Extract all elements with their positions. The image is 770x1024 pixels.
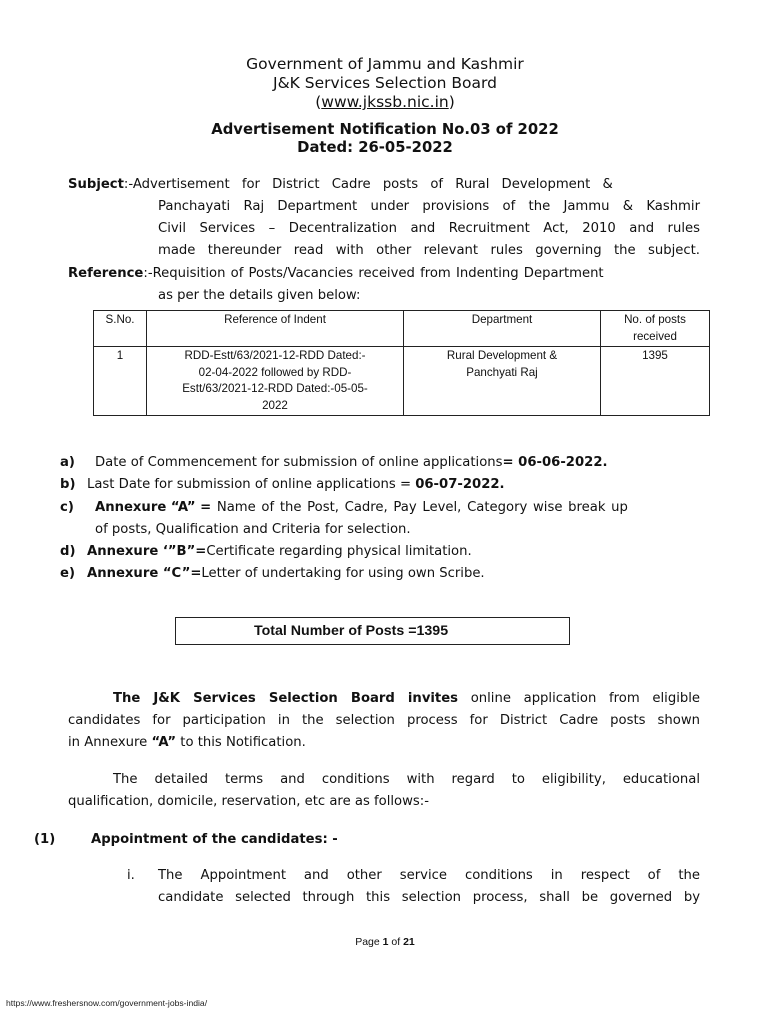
header-reference: Reference of Indent [147,311,404,347]
table-header-row [94,311,710,347]
reference-label: Reference [68,266,144,281]
section-1-line-1: The Appointment and other service conditions in respect of the [158,868,700,883]
item-e [87,563,485,585]
item-d-text: Certificate regarding physical limitation. [206,544,472,559]
subject-line-1 [68,174,700,196]
page-number [0,936,770,948]
subject-line-2: Panchayati Raj Department under provisions of the Jammu & Kashmir [158,199,700,214]
paragraph-2-line-2: qualification, domicile, reservation, etc are as follows:- [68,794,429,809]
item-c-line-2: of posts, Qualification and Criteria for selection. [95,522,411,537]
item-c-marker: c) [60,500,74,515]
paragraph-2-line-1: The detailed terms and conditions with regard to eligibility, educational [113,772,700,787]
cell-reference-line-3: Estt/63/2021-12-RDD Dated:-05-05- [182,382,368,395]
section-1-item-marker: i. [127,868,135,883]
item-e-label: Annexure “C”= [87,566,202,581]
paragraph-1-line-3 [68,732,306,754]
paragraph-1-line-2: candidates for participation in the selection process for District Cadre posts shown [68,713,700,728]
cell-department-line-1: Rural Development & [446,349,558,362]
notification-date: Dated: 26-05-2022 [297,139,453,156]
source-url[interactable]: https://www.freshersnow.com/government-jobs-india/ [6,998,208,1008]
total-posts-box: Total Number of Posts =1395 [175,617,570,645]
item-e-marker: e) [60,566,75,581]
website-link[interactable]: www.jkssb.nic.in [321,93,449,111]
reference-text-1: :-Requisition of Posts/Vacancies received from Indenting Department [143,266,604,281]
cell-sno: 1 [94,347,147,416]
close-paren: ) [448,93,455,111]
paragraph-1-line-3-start: in Annexure [68,735,152,750]
paragraph-1-bold-lead: The J&K Services Selection Board invites [113,691,459,706]
item-c-label: Annexure “A” = [95,500,212,515]
item-a-marker: a) [60,455,75,470]
indent-table [93,310,710,416]
item-c-line-1 [95,497,700,519]
header-department: Department [404,311,601,347]
section-1-number: (1) [34,832,56,847]
header-line-government: Government of Jammu and Kashmir [246,55,524,73]
header-posts [601,311,710,347]
subject-text-1: :-Advertisement for District Cadre posts of Rural Development & [123,177,613,192]
subject-line-4: made thereunder read with other relevant rules governing the subject. [158,243,700,258]
page-total: 21 [403,936,415,948]
item-d-label: Annexure ‘”B”= [87,544,207,559]
reference-line-2: as per the details given below: [158,288,361,303]
cell-posts: 1395 [601,347,710,416]
table-row [94,347,710,416]
item-a-text: Date of Commencement for submission of online applications [95,455,503,470]
item-d-marker: d) [60,544,76,559]
paragraph-1-annexure: “A” [151,735,177,750]
subject-line-3: Civil Services – Decentralization and Recruitment Act, 2010 and rules [158,221,700,236]
cell-department [404,347,601,416]
page-current: 1 [382,936,389,948]
item-c-text-1: Name of the Post, Cadre, Pay Level, Category wise break up [211,500,628,515]
section-1-heading: Appointment of the candidates: - [91,832,338,847]
item-b-text: Last Date for submission of online applications = [87,477,416,492]
section-1-line-2: candidate selected through this selection process, shall be governed by [158,890,700,905]
item-a [95,452,608,474]
header-posts-line-2: received [633,329,677,343]
header-sno: S.No. [94,311,147,347]
page-prefix: Page [355,936,383,948]
paragraph-1-line-3-end: to this Notification. [176,735,306,750]
open-paren: ( [315,93,322,111]
cell-reference-line-2: 02-04-2022 followed by RDD- [198,365,352,379]
subject-label: Subject [68,177,124,192]
cell-reference [147,347,404,416]
header-posts-line-1: No. of posts [624,313,686,326]
item-a-value: = 06-06-2022. [502,455,608,470]
item-b-marker: b) [60,477,76,492]
item-b-value: 06-07-2022. [415,477,505,492]
paragraph-1-rest: online application from eligible [458,691,701,706]
page-of: of [388,936,404,948]
cell-department-line-2: Panchyati Raj [466,365,538,379]
item-b [87,474,505,496]
header-website-line [0,93,770,112]
reference-line-1 [68,263,700,285]
paragraph-1-line-1 [113,688,700,710]
item-e-text: Letter of undertaking for using own Scribe. [201,566,485,581]
cell-reference-line-4: 2022 [262,398,288,412]
notification-title: Advertisement Notification No.03 of 2022 [211,121,559,138]
header-line-board: J&K Services Selection Board [273,74,497,92]
cell-reference-line-1: RDD-Estt/63/2021-12-RDD Dated:- [184,349,366,362]
item-d [87,541,472,563]
